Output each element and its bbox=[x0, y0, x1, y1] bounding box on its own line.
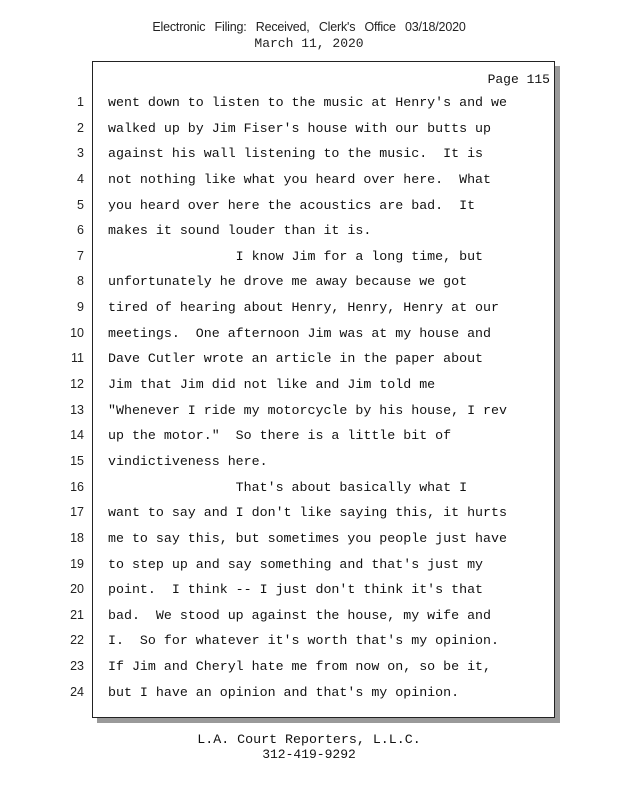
transcript-line bbox=[0, 577, 618, 603]
transcript-line bbox=[0, 167, 618, 193]
transcript-line bbox=[0, 90, 618, 116]
line-number: 7 bbox=[77, 248, 84, 263]
line-number: 17 bbox=[70, 505, 84, 520]
line-text: makes it sound louder than it is. bbox=[108, 223, 372, 239]
transcript-line bbox=[0, 116, 618, 142]
line-number: 18 bbox=[70, 530, 84, 545]
line-text: vindictiveness here. bbox=[108, 453, 268, 469]
transcript-line bbox=[0, 193, 618, 219]
transcript-line bbox=[0, 449, 618, 475]
transcript-line bbox=[0, 398, 618, 424]
line-text: tired of hearing about Henry, Henry, Henry at our bbox=[108, 300, 499, 316]
transcript-lines bbox=[0, 90, 618, 705]
line-number: 24 bbox=[70, 684, 84, 699]
line-text: to step up and say something and that's just my bbox=[108, 556, 484, 572]
line-number: 10 bbox=[70, 325, 84, 340]
line-text: went down to listen to the music at Henry's and we bbox=[108, 95, 507, 110]
transcript-line bbox=[0, 269, 618, 295]
transcript-line bbox=[0, 475, 618, 501]
line-text: walked up by Jim Fiser's house with our butts up bbox=[108, 120, 492, 136]
line-number: 20 bbox=[70, 582, 84, 597]
transcript-line bbox=[0, 552, 618, 578]
transcript-line bbox=[0, 321, 618, 347]
line-number: 19 bbox=[70, 556, 84, 571]
line-text: unfortunately he drove me away because we got bbox=[108, 274, 468, 290]
line-text: meetings. One afternoon Jim was at my house and bbox=[108, 325, 492, 341]
line-text: me to say this, but sometimes you people just have bbox=[108, 530, 507, 546]
line-text: Dave Cutler wrote an article in the paper about bbox=[108, 351, 484, 367]
line-text: "Whenever I ride my motorcycle by his house, I rev bbox=[108, 402, 507, 418]
line-number: 23 bbox=[70, 659, 84, 674]
line-number: 22 bbox=[70, 633, 84, 648]
line-text: If Jim and Cheryl hate me from now on, so be it, bbox=[108, 659, 492, 675]
line-text: Jim that Jim did not like and Jim told me bbox=[108, 377, 436, 393]
line-number: 21 bbox=[70, 607, 84, 622]
line-text: I. So for whatever it's worth that's my opinion. bbox=[108, 633, 499, 649]
transcript-line bbox=[0, 218, 618, 244]
line-number: 9 bbox=[77, 300, 84, 315]
reporter-company: L.A. Court Reporters, L.L.C. bbox=[197, 732, 421, 747]
line-number: 2 bbox=[77, 120, 84, 135]
line-text: but I have an opinion and that's my opinion. bbox=[108, 684, 460, 700]
line-text: That's about basically what I bbox=[108, 479, 468, 495]
transcript-line bbox=[0, 423, 618, 449]
transcript-line bbox=[0, 603, 618, 629]
line-number: 14 bbox=[70, 428, 84, 443]
transcript-line bbox=[0, 244, 618, 270]
reporter-phone: 312-419-9292 bbox=[262, 747, 356, 762]
transcript-line bbox=[0, 372, 618, 398]
line-text: up the motor." So there is a little bit of bbox=[108, 428, 452, 444]
line-number: 5 bbox=[77, 197, 84, 212]
line-number: 6 bbox=[77, 223, 84, 238]
line-number: 4 bbox=[77, 171, 84, 186]
line-number: 16 bbox=[70, 479, 84, 494]
transcript-line bbox=[0, 654, 618, 680]
line-text: you heard over here the acoustics are bad. It bbox=[108, 197, 476, 213]
transcript-line bbox=[0, 628, 618, 654]
transcript-line bbox=[0, 500, 618, 526]
line-number: 15 bbox=[70, 453, 84, 468]
line-text: against his wall listening to the music. It is bbox=[108, 146, 484, 162]
transcript-line bbox=[0, 680, 618, 706]
filing-stamp: Electronic Filing: Received, Clerk's Office 03/18/2020 bbox=[152, 20, 466, 34]
line-number: 3 bbox=[77, 146, 84, 161]
line-number: 8 bbox=[77, 274, 84, 289]
hearing-date: March 11, 2020 bbox=[254, 36, 364, 51]
line-number: 1 bbox=[77, 95, 84, 109]
line-text: I know Jim for a long time, but bbox=[108, 248, 484, 264]
line-text: point. I think -- I just don't think it's that bbox=[108, 582, 484, 598]
transcript-line bbox=[0, 141, 618, 167]
line-number: 12 bbox=[70, 377, 84, 392]
transcript-line bbox=[0, 526, 618, 552]
line-number: 13 bbox=[70, 402, 84, 417]
page-number: Page 115 bbox=[487, 72, 550, 87]
line-text: want to say and I don't like saying this, it hurts bbox=[108, 505, 507, 521]
transcript-line bbox=[0, 346, 618, 372]
line-number: 11 bbox=[71, 351, 84, 366]
line-text: not nothing like what you heard over here. What bbox=[108, 171, 492, 187]
line-text: bad. We stood up against the house, my wife and bbox=[108, 607, 492, 623]
transcript-line bbox=[0, 295, 618, 321]
